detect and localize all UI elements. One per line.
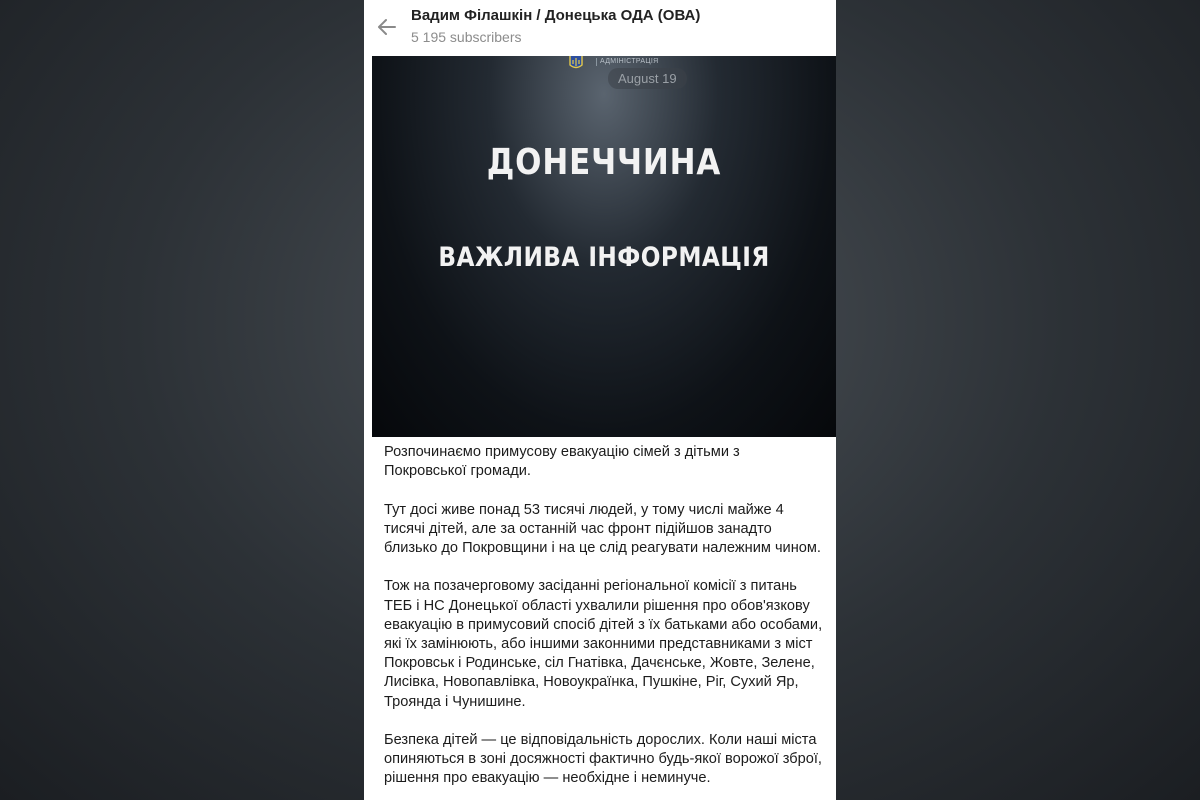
telegram-channel-view (364, 0, 836, 800)
post-paragraph: Тож на позачерговому засіданні регіональної комісії з питань ТЕБ і НС Донецької області ухвалили рішення про обов'язкову евакуацію в примусовий спосіб дітей з їх батьками або особами, які їх замінюють, або іншими законними представниками з міст Покровськ і Родинське, сіл Гнатівка, Дачєнське, Жовте, Зелене, Лисівка, Новопавлівка, Новоукраїнка, Пушкіне, Ріг, Сухий Яр, Троянда і Чунишине. (384, 578, 823, 710)
post-paragraph: Безпека дітей — це відповідальність дорослих. Коли наші міста опиняються в зоні досяжності фактично будь-якої ворожої зброї, рішення про евакуацію — необхідне і неминуче. (384, 732, 822, 787)
post-text (384, 443, 824, 800)
post-image[interactable] (372, 56, 836, 437)
post-paragraph: Тут досі живе понад 53 тисячі людей, у тому числі майже 4 тисячі дітей, але за останній час фронт підійшов занадто близько до Покровщини і на це слід реагувати належним чином. (384, 501, 821, 556)
channel-title[interactable]: Вадим Філашкін / Донецька ОДА (ОВА) (411, 7, 701, 24)
image-title: ДОНЕЧЧИНА (486, 142, 722, 183)
image-subtitle: ВАЖЛИВА ІНФОРМАЦІЯ (438, 242, 770, 273)
post-paragraph: Розпочинаємо примусову евакуацію сімей з дітьми з Покровської громади. (384, 444, 740, 480)
administration-label: АДМІНІСТРАЦІЯ (596, 58, 658, 66)
arrow-left-icon[interactable] (374, 14, 400, 40)
date-badge: August 19 (608, 68, 687, 89)
subscriber-count: 5 195 subscribers (411, 29, 522, 45)
channel-header (364, 0, 836, 56)
